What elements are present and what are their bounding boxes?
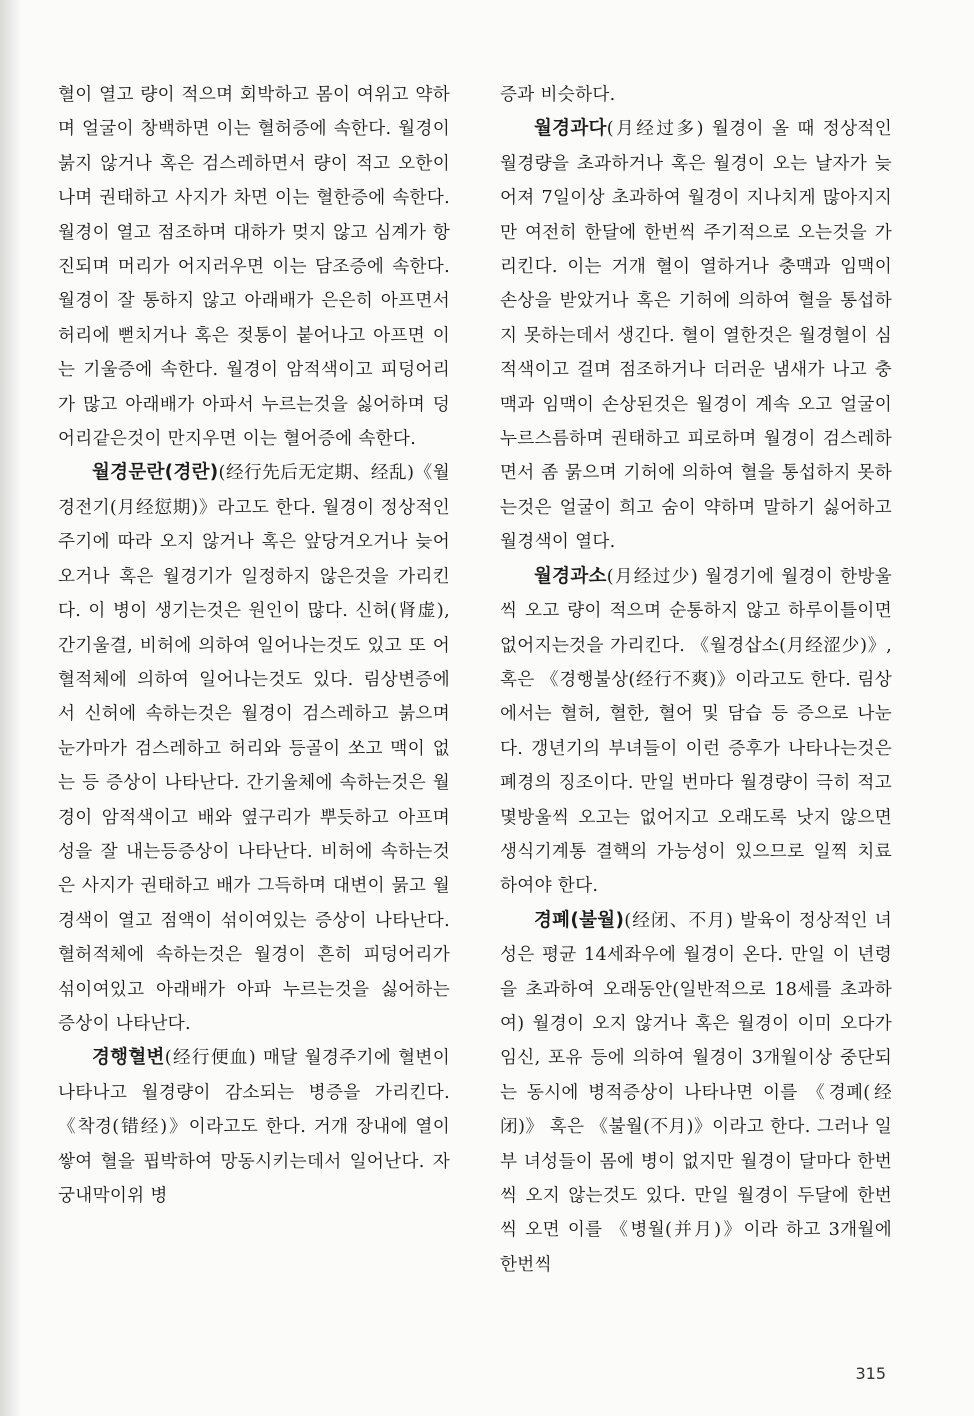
continued-paragraph: 혈이 열고 량이 적으며 회박하고 몸이 여위고 약하며 얼굴이 창백하면 이는 혈허증에 속한다. 월경이 붉지 않거나 혹은 검스레하면서 량이 적고 오한이 나며 권태하고 사지가 차면 이는 혈한증에 속한다. 월경이 열고 점조하며 대하가 멎지 않고 심계가 항진되며 머리가 어지러우면 이는 담조증에 속한다. 월경이 잘 통하지 않고 아래배가 은은히 아프면서 허리에 뻗치거나 혹은 젖통이 붙어나고 아프면 이는 기울증에 속한다. 월경이 암적색이고 피덩어리가 많고 아래배가 아파서 누르는것을 싫어하며 덩어리같은것이 만지우면 이는 혈어증에 속한다.	[58, 85, 450, 450]
entry-text: (经行先后无定期、经乱)《월경전기(月经愆期)》라고도 한다. 월경이 정상적인 주기에 따라 오지 않거나 혹은 앞당겨오거나 늦어오거나 혹은 월경기가 일정하지 않은것을 가리킨다. 이 병이 생기는것은 원인이 많다. 신허(肾虚), 간기울결, 비허에 의하여 일어나는것도 있고 또 어혈적체에 의하여 일어나는것도 있다. 림상변증에서 신허에 속하는것은 월경이 검스레하고 붉으며 눈가마가 검스레하고 허리와 등골이 쏘고 맥이 없는 등 증상이 나타난다. 간기울체에 속하는것은 월경이 암적색이고 배와 옆구리가 뿌듯하고 아프며 성을 잘 내는등증상이 나타난다. 비허에 속하는것은 사지가 권태하고 배가 그득하며 대변이 묽고 월경색이 열고 점액이 섞이여있는 증상이 나타난다. 혈허적체에 속하는것은 월경이 흔히 피덩어리가 섞이여있고 아래배가 아파 누르는것을 싫어하는 증상이 나타난다.	[58, 463, 450, 1034]
entry-excessive-menstruation	[500, 112, 892, 559]
page-number: 315	[855, 1364, 886, 1383]
entry-term: 경폐(불월)	[534, 909, 625, 931]
entry-term: 경행혈변	[92, 1047, 165, 1069]
entry-amenorrhea	[500, 904, 892, 1282]
left-column	[58, 78, 450, 1213]
entry-bloody-stool-during-menses	[58, 1041, 450, 1213]
entry-term: 월경과다	[534, 118, 607, 140]
right-column	[500, 78, 892, 1282]
entry-text: (经行便血) 매달 월경주기에 혈변이 나타나고 월경량이 감소되는 병증을 가리킨다. 《착경(错经)》이라고도 한다. 거개 장내에 열이 쌓여 혈을 핍박하여 망동시키는데서 일어난다. 자궁내막이위 병	[58, 1048, 450, 1206]
entry-term: 월경과소	[534, 565, 607, 587]
page-gutter-shadow	[0, 0, 22, 1416]
entry-menstrual-irregularity	[58, 456, 450, 1041]
entry-text: (经闭、不月) 발육이 정상적인 녀성은 평균 14세좌우에 월경이 온다. 만일 이 년령을 초과하여 오래동안(일반적으로 18세를 초과하여) 월경이 오지 않거나 혹은 월경이 이미 오다가 임신, 포유 등에 의하여 월경이 3개월이상 중단되는 동시에 병적증상이 나타나면 이를 《경폐(经闭)》 혹은 《불월(不月)》이라고 한다. 그러나 일부 녀성들이 몸에 병이 없지만 월경이 달마다 한번씩 오지 않는것도 있다. 만일 월경이 두달에 한번씩 오면 이를 《병월(并月)》이라 하고 3개월에 한번씩	[500, 910, 892, 1275]
entry-text: (月经过多) 월경이 올 때 정상적인 월경량을 초과하거나 혹은 월경이 오는 날자가 늦어져 7일이상 초과하여 월경이 지나치게 많아지지만 여전히 한달에 한번씩 주기적으로 오는것을 가리킨다. 이는 거개 혈이 열하거나 충맥과 임맥이 손상을 받았거나 혹은 기허에 의하여 혈을 통섭하지 못하는데서 생긴다. 혈이 열한것은 월경혈이 심적색이고 걸며 점조하거나 더러운 냄새가 나고 충맥과 임맥이 손상된것은 월경이 계속 오고 얼굴이 누르스름하며 권태하고 피로하며 월경이 검스레하면서 좀 묽으며 기허에 의하여 혈을 통섭하지 못하는것은 얼굴이 희고 숨이 약하며 말하기 싫어하고 월경색이 열다.	[500, 119, 892, 553]
continued-paragraph: 증과 비슷하다.	[500, 85, 616, 105]
entry-text: (月经过少) 월경기에 월경이 한방울씩 오고 량이 적으며 순통하지 않고 하루이틀이면 없어지는것을 가리킨다. 《월경삽소(月经涩少)》, 혹은 《경행불상(经行不爽)》이라고도 한다. 림상에서는 혈허, 혈한, 혈어 및 담습 등 증으로 나눈다. 갱년기의 부녀들이 이런 증후가 나타나는것은 폐경의 징조이다. 만일 번마다 월경량이 극히 적고 몇방울씩 오고는 없어지고 오래도록 낫지 않으면 생식기계통 결핵의 가능성이 있으므로 일찍 치료하여야 한다.	[500, 566, 892, 897]
entry-term: 월경문란(경란)	[92, 462, 219, 484]
entry-scanty-menstruation	[500, 560, 892, 904]
